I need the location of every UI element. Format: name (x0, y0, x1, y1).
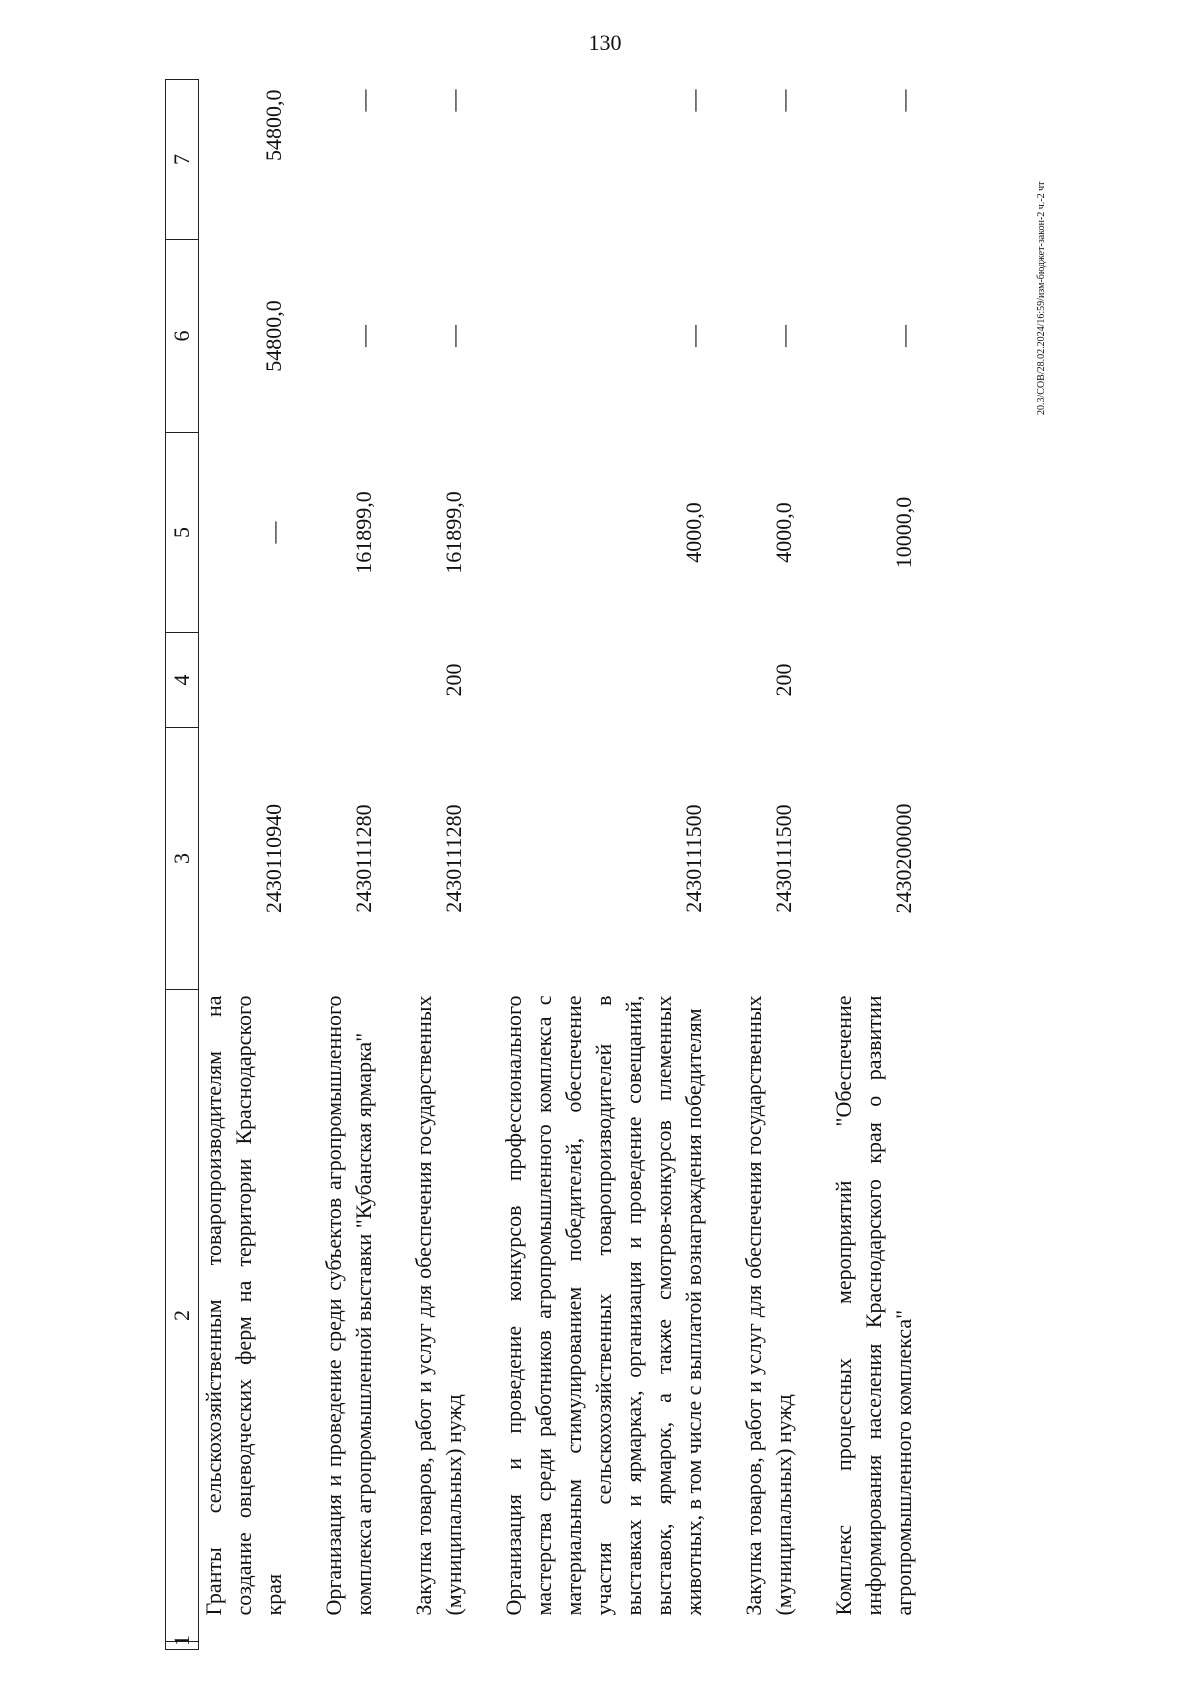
row-col5: 10000,0 (891, 496, 916, 569)
row-col6: — (681, 325, 706, 347)
column-header: 5 (166, 433, 199, 633)
row-code: 2430111500 (681, 804, 706, 913)
row-col7: — (891, 89, 916, 112)
table-row (499, 80, 709, 1650)
row-col6: — (771, 325, 796, 347)
column-header: 4 (166, 633, 199, 728)
row-col6: — (891, 325, 916, 347)
column-header: 2 (166, 990, 199, 1642)
table-row (199, 80, 290, 1650)
row-type: 200 (771, 663, 796, 697)
row-col6: 54800,0 (261, 300, 286, 372)
column-header: 6 (166, 240, 199, 433)
row-name: Гранты сельскохозяйственным товаропроизводителям на создание овцеводческих ферм на территории Краснодарского края (201, 995, 286, 1616)
row-code: 2430111280 (441, 804, 466, 913)
row-col7: — (771, 89, 796, 112)
table-row (319, 80, 379, 1650)
column-header: 7 (166, 80, 199, 240)
row-type (319, 633, 379, 728)
rotated-table-container (165, 80, 1165, 1650)
row-code: 2430200000 (891, 803, 916, 914)
row-col5: 4000,0 (771, 502, 796, 563)
row-name: Организация и проведение среди субъектов агропромышленного комплекса агропромышленной выставки "Кубанская ярмарка" (321, 995, 376, 1616)
table-row (739, 80, 799, 1650)
row-col7: — (681, 89, 706, 112)
row-type (199, 633, 290, 728)
document-footer-code: 20.3/СОВ/28.02.2024/16:59/изм-бюджет-закон-2 ч.-2 чт (1036, 181, 1047, 415)
row-type (499, 633, 709, 728)
table-row (409, 80, 469, 1650)
column-header: 3 (166, 728, 199, 990)
row-type (829, 633, 919, 728)
row-name: Закупка товаров, работ и услуг для обеспечения государственных (муниципальных) нужд (741, 995, 796, 1616)
column-header: 1 (166, 1642, 199, 1650)
row-col5: 4000,0 (681, 502, 706, 563)
row-col5: 161899,0 (351, 491, 376, 574)
row-name: Закупка товаров, работ и услуг для обеспечения государственных (муниципальных) нужд (411, 995, 466, 1616)
row-type: 200 (441, 663, 466, 697)
row-code: 2430111280 (351, 804, 376, 913)
row-name: Организация и проведение конкурсов профессионального мастерства среди работников агропромышленного комплекса с материальным стимулированием победителей, обеспечение участия сельскохозяйственных товаропроизводителей в выставках и ярмарках, организация и проведение совещаний, выставок, ярмарок, а также смотров-конкурсов племенных животных, в том числе с выплатой вознаграждения победителям (501, 995, 706, 1616)
row-col7: — (351, 89, 376, 112)
row-col5: 161899,0 (441, 491, 466, 574)
budget-table (165, 79, 919, 1650)
table-row (829, 80, 919, 1650)
row-code: 2430111500 (771, 804, 796, 913)
row-col6: — (441, 325, 466, 347)
row-name: Комплекс процессных мероприятий "Обеспечение информирования населения Краснодарского края о развитии агропромышленного комплекса" (831, 995, 916, 1616)
row-col5: — (261, 521, 286, 544)
page-number: 130 (588, 30, 622, 55)
row-code: 2430110940 (261, 803, 286, 914)
row-col7: — (441, 89, 466, 112)
row-col7: 54800,0 (261, 89, 286, 161)
table-header-row (166, 80, 199, 1650)
row-col6: — (351, 325, 376, 347)
